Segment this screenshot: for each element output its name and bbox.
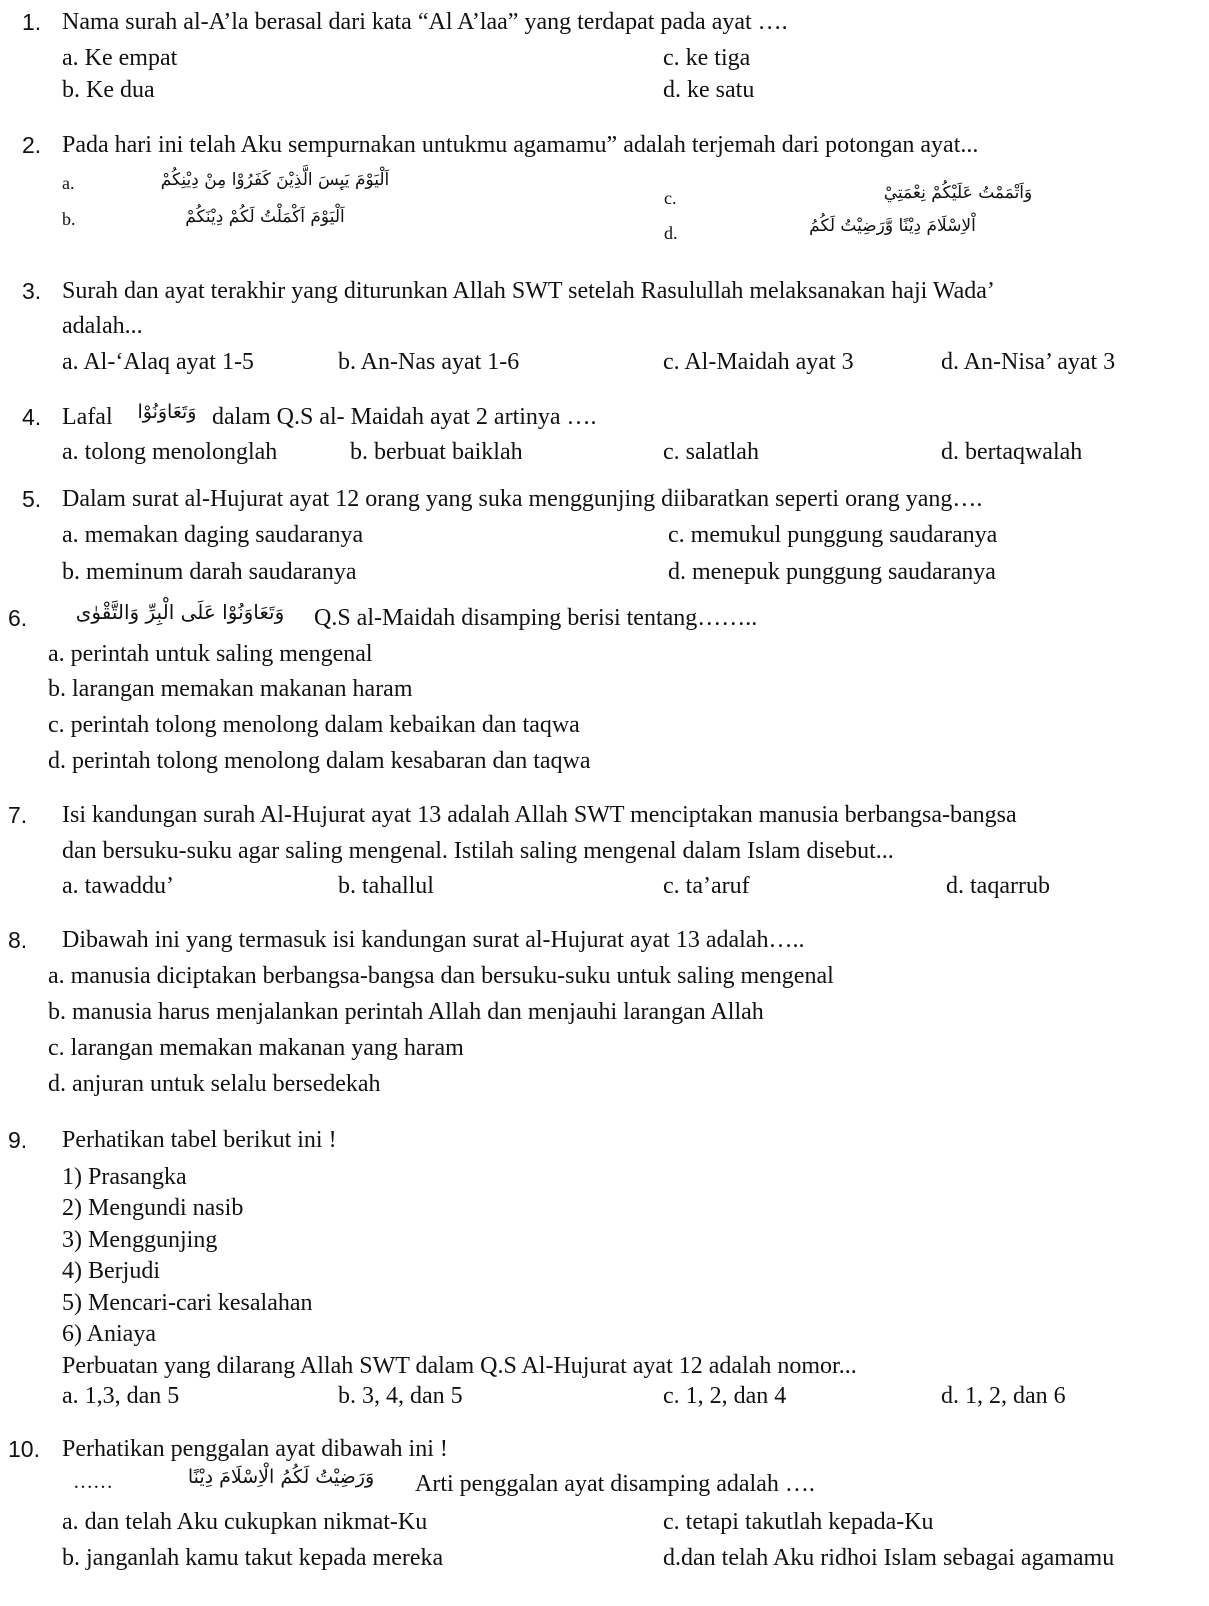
option-b: b. Ke dua xyxy=(62,77,155,103)
option-b-arabic: اَلْيَوْمَ اَكْمَلْتُ لَكُمْ دِيْنَكُمْ xyxy=(185,207,345,227)
option-a-label: a. xyxy=(62,173,75,193)
question-text: Dalam surat al-Hujurat ayat 12 orang yang suka menggunjing diibaratkan seperti orang yang…. xyxy=(62,486,983,512)
option-d: d.dan telah Aku ridhoi Islam sebagai agamamu xyxy=(663,1545,1115,1571)
list-item: 4) Berjudi xyxy=(62,1258,160,1284)
option-a: a. dan telah Aku cukupkan nikmat-Ku xyxy=(62,1509,428,1535)
question-text-continued: dan bersuku-suku agar saling mengenal. Istilah saling mengenal dalam Islam disebut... xyxy=(62,838,894,864)
question-arabic: وَتَعَاوَنُوْا xyxy=(137,401,197,423)
option-c: c. perintah tolong menolong dalam kebaikan dan taqwa xyxy=(48,712,580,738)
list-item: 2) Mengundi nasib xyxy=(62,1195,244,1221)
question-text: dalam Q.S al- Maidah ayat 2 artinya …. xyxy=(212,404,597,430)
option-c-label: c. xyxy=(664,188,677,208)
option-b: b. An-Nas ayat 1-6 xyxy=(338,349,520,375)
option-a: a. memakan daging saudaranya xyxy=(62,522,364,548)
question-number: 4. xyxy=(22,404,42,430)
list-item: 1) Prasangka xyxy=(62,1164,187,1190)
question-text-continued: adalah... xyxy=(62,313,143,339)
question-text: Surah dan ayat terakhir yang diturunkan Allah SWT setelah Rasulullah melaksanakan haji Wada’ xyxy=(62,278,995,304)
option-b: b. meminum darah saudaranya xyxy=(62,559,357,585)
option-c: c. 1, 2, dan 4 xyxy=(663,1383,787,1409)
question-arabic: وَتَعَاوَنُوْا عَلَى الْبِرِّ وَالتَّقْوٰى xyxy=(75,600,285,624)
question-text: Nama surah al-A’la berasal dari kata “Al A’laa” yang terdapat pada ayat …. xyxy=(62,9,788,35)
option-d: d. 1, 2, dan 6 xyxy=(941,1383,1066,1409)
option-b: b. berbuat baiklah xyxy=(350,439,523,465)
option-b: b. janganlah kamu takut kepada mereka xyxy=(62,1545,444,1571)
ellipsis: …… xyxy=(73,1471,113,1493)
option-c: c. ta’aruf xyxy=(663,873,750,899)
question-number: 1. xyxy=(22,9,42,35)
option-d: d. menepuk punggung saudaranya xyxy=(668,559,996,585)
option-d: d. An-Nisa’ ayat 3 xyxy=(941,349,1116,375)
question-number: 5. xyxy=(22,486,42,512)
option-a: a. tawaddu’ xyxy=(62,873,174,899)
option-b-label: b. xyxy=(62,209,76,229)
list-item: 6) Aniaya xyxy=(62,1321,156,1347)
option-b: b. 3, 4, dan 5 xyxy=(338,1383,463,1409)
question-number: 10. xyxy=(8,1436,40,1462)
option-d: d. perintah tolong menolong dalam kesabaran dan taqwa xyxy=(48,748,591,774)
list-item: 5) Mencari-cari kesalahan xyxy=(62,1290,313,1316)
question-number: 3. xyxy=(22,278,42,304)
list-item: 3) Menggunjing xyxy=(62,1227,218,1253)
option-d: d. anjuran untuk selalu bersedekah xyxy=(48,1071,381,1097)
question-arabic: وَرَضِيْتُ لَكُمُ الْاِسْلَامَ دِيْنًا xyxy=(187,1466,375,1488)
question-number: 9. xyxy=(8,1127,28,1153)
option-d-arabic: اْلاِسْلَامَ دِيْنًا وَّرَضِيْتُ لَكُمُ xyxy=(809,216,976,236)
question-text: Pada hari ini telah Aku sempurnakan untukmu agamamu” adalah terjemah dari potongan ayat... xyxy=(62,132,979,158)
option-a: a. 1,3, dan 5 xyxy=(62,1383,180,1409)
question-text: Isi kandungan surah Al-Hujurat ayat 13 adalah Allah SWT menciptakan manusia berbangsa-bangsa xyxy=(62,802,1017,828)
question-text: Q.S al-Maidah disamping berisi tentang…….. xyxy=(314,605,758,631)
option-d: d. bertaqwalah xyxy=(941,439,1083,465)
option-a: a. tolong menolonglah xyxy=(62,439,278,465)
option-d: d. taqarrub xyxy=(946,873,1050,899)
option-b: b. manusia harus menjalankan perintah Allah dan menjauhi larangan Allah xyxy=(48,999,764,1025)
option-c: c. Al-Maidah ayat 3 xyxy=(663,349,854,375)
question-text-continued: Arti penggalan ayat disamping adalah …. xyxy=(415,1471,815,1497)
option-c: c. salatlah xyxy=(663,439,759,465)
option-d: d. ke satu xyxy=(663,77,755,103)
question-text: Perhatikan tabel berikut ini ! xyxy=(62,1127,337,1153)
option-a: a. Ke empat xyxy=(62,45,178,71)
option-c: c. ke tiga xyxy=(663,45,751,71)
question-text-continued: Perbuatan yang dilarang Allah SWT dalam Q.S Al-Hujurat ayat 12 adalah nomor... xyxy=(62,1353,857,1379)
question-text: Dibawah ini yang termasuk isi kandungan surat al-Hujurat ayat 13 adalah….. xyxy=(62,927,805,953)
option-c: c. memukul punggung saudaranya xyxy=(668,522,998,548)
option-b: b. larangan memakan makanan haram xyxy=(48,676,413,702)
option-b: b. tahallul xyxy=(338,873,434,899)
question-number: 8. xyxy=(8,927,28,953)
question-number: 2. xyxy=(22,132,42,158)
option-d-label: d. xyxy=(664,223,678,243)
option-c: c. tetapi takutlah kepada-Ku xyxy=(663,1509,934,1535)
question-text: Perhatikan penggalan ayat dibawah ini ! xyxy=(62,1436,448,1462)
option-a-arabic: اَلْيَوْمَ يَىِٕسَ الَّذِيْنَ كَفَرُوْا مِنْ دِيْنِكُمْ xyxy=(160,170,390,190)
option-c: c. larangan memakan makanan yang haram xyxy=(48,1035,464,1061)
option-a: a. manusia diciptakan berbangsa-bangsa dan bersuku-suku untuk saling mengenal xyxy=(48,963,834,989)
option-a: a. perintah untuk saling mengenal xyxy=(48,641,373,667)
option-a: a. Al-‘Alaq ayat 1-5 xyxy=(62,349,254,375)
question-number: 7. xyxy=(8,802,28,828)
option-c-arabic: وَاَتْمَمْتُ عَلَيْكُمْ نِعْمَتِيْ xyxy=(883,183,1033,203)
question-number: 6. xyxy=(8,605,28,631)
question-lafal: Lafal xyxy=(62,404,113,430)
